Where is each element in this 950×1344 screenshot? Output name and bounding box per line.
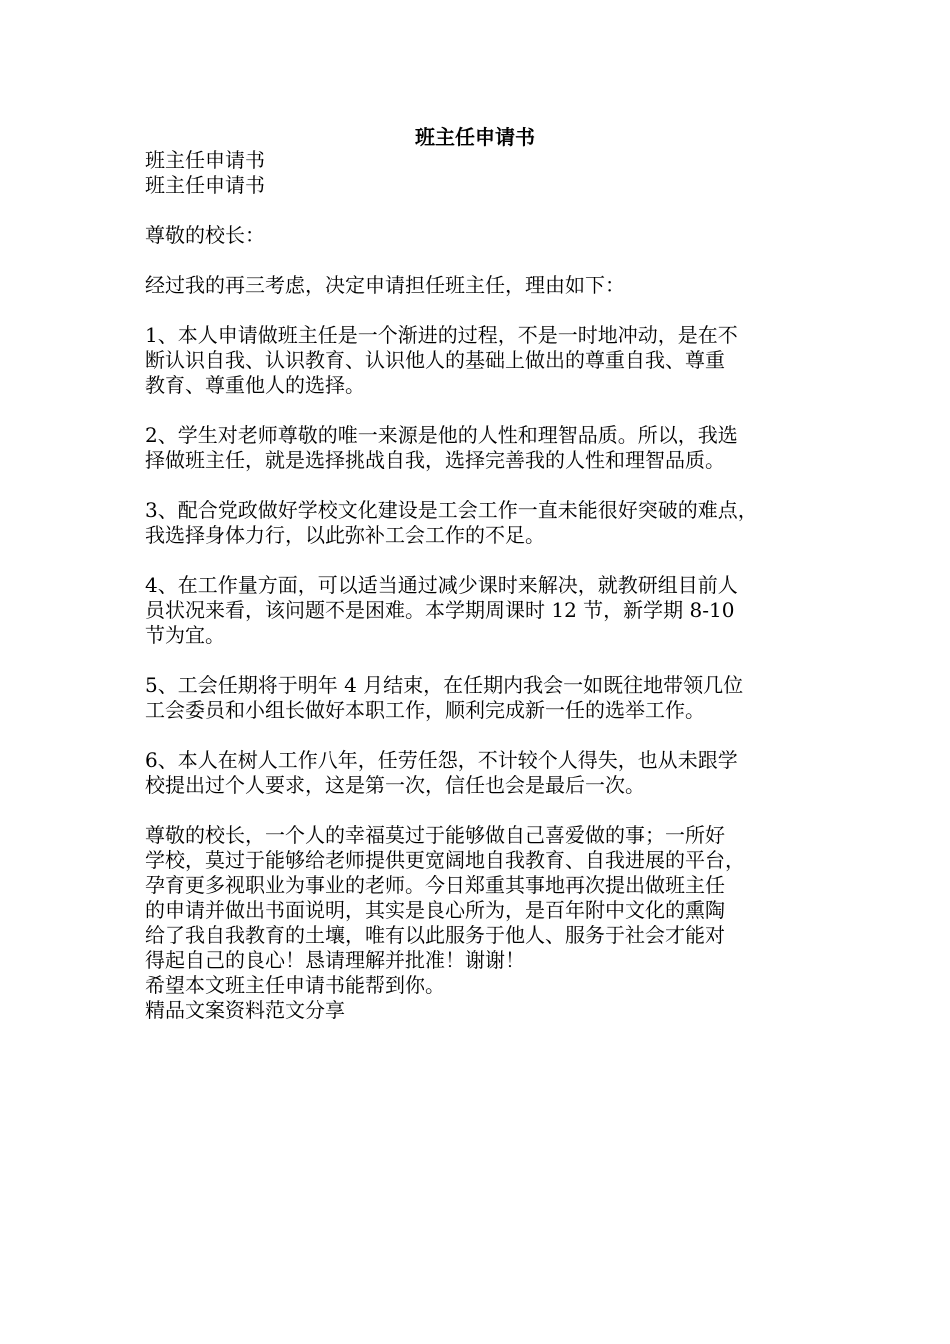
paragraph-line: 给了我自我教育的土壤，唯有以此服务于他人、服务于社会才能对 bbox=[145, 923, 725, 947]
closing-line: 精品文案资料范文分享 bbox=[145, 998, 345, 1022]
paragraph-line: 断认识自我、认识教育、认识他人的基础上做出的尊重自我、尊重 bbox=[145, 348, 725, 372]
paragraph-line: 工会委员和小组长做好本职工作，顺利完成新一任的选举工作。 bbox=[145, 698, 705, 722]
paragraph-gap bbox=[145, 723, 817, 748]
paragraph-7 bbox=[145, 823, 817, 973]
paragraph-gap bbox=[145, 648, 817, 673]
paragraph-line: 的申请并做出书面说明，其实是良心所为，是百年附中文化的熏陶 bbox=[145, 898, 725, 922]
paragraph-gap bbox=[145, 198, 817, 223]
document-title: 班主任申请书 bbox=[415, 125, 535, 149]
paragraph-gap bbox=[145, 548, 817, 573]
paragraph-line: 节为宜。 bbox=[145, 623, 225, 647]
paragraph-gap bbox=[145, 298, 817, 323]
paragraph-line: 择做班主任，就是选择挑战自我，选择完善我的人性和理智品质。 bbox=[145, 448, 725, 472]
paragraph-6 bbox=[145, 748, 817, 798]
paragraph-1 bbox=[145, 323, 817, 398]
paragraph-line: 学校，莫过于能够给老师提供更宽阔地自我教育、自我进展的平台， bbox=[145, 848, 745, 872]
paragraph-3 bbox=[145, 498, 817, 548]
paragraph-line: 6、本人在树人工作八年，任劳任怨，不计较个人得失，也从未跟学 bbox=[145, 748, 738, 772]
paragraph-gap bbox=[145, 798, 817, 823]
paragraph-line: 教育、尊重他人的选择。 bbox=[145, 373, 365, 397]
paragraph-gap bbox=[145, 473, 817, 498]
paragraph-line: 员状况来看，该问题不是困难。本学期周课时 12 节，新学期 8-10 bbox=[145, 598, 735, 622]
paragraph-5 bbox=[145, 673, 817, 723]
closing-line: 希望本文班主任申请书能帮到你。 bbox=[145, 973, 445, 997]
paragraph-4 bbox=[145, 573, 817, 648]
paragraph-line: 孕育更多视职业为事业的老师。今日郑重其事地再次提出做班主任 bbox=[145, 873, 725, 897]
paragraph-line: 3、配合党政做好学校文化建设是工会工作一直未能很好突破的难点， bbox=[145, 498, 758, 522]
paragraph-line: 得起自己的良心！恳请理解并批准！谢谢！ bbox=[145, 948, 525, 972]
paragraph-line: 1、本人申请做班主任是一个渐进的过程，不是一时地冲动，是在不 bbox=[145, 323, 738, 347]
paragraph-2 bbox=[145, 423, 817, 473]
paragraph-gap bbox=[145, 248, 817, 273]
subtitle-line: 班主任申请书 bbox=[145, 173, 265, 197]
salutation: 尊敬的校长： bbox=[145, 223, 265, 247]
paragraph-line: 4、在工作量方面，可以适当通过减少课时来解决，就教研组目前人 bbox=[145, 573, 738, 597]
paragraph-line: 2、学生对老师尊敬的唯一来源是他的人性和理智品质。所以，我选 bbox=[145, 423, 738, 447]
paragraph-line: 校提出过个人要求，这是第一次，信任也会是最后一次。 bbox=[145, 773, 645, 797]
intro-line: 经过我的再三考虑，决定申请担任班主任，理由如下： bbox=[145, 273, 625, 297]
paragraph-line: 我选择身体力行，以此弥补工会工作的不足。 bbox=[145, 523, 545, 547]
paragraph-gap bbox=[145, 398, 817, 423]
paragraph-line: 5、工会任期将于明年 4 月结束，在任期内我会一如既往地带领几位 bbox=[145, 673, 744, 697]
document-body bbox=[145, 148, 817, 1023]
paragraph-line: 尊敬的校长，一个人的幸福莫过于能够做自己喜爱做的事；一所好 bbox=[145, 823, 725, 847]
subtitle-line: 班主任申请书 bbox=[145, 148, 265, 172]
